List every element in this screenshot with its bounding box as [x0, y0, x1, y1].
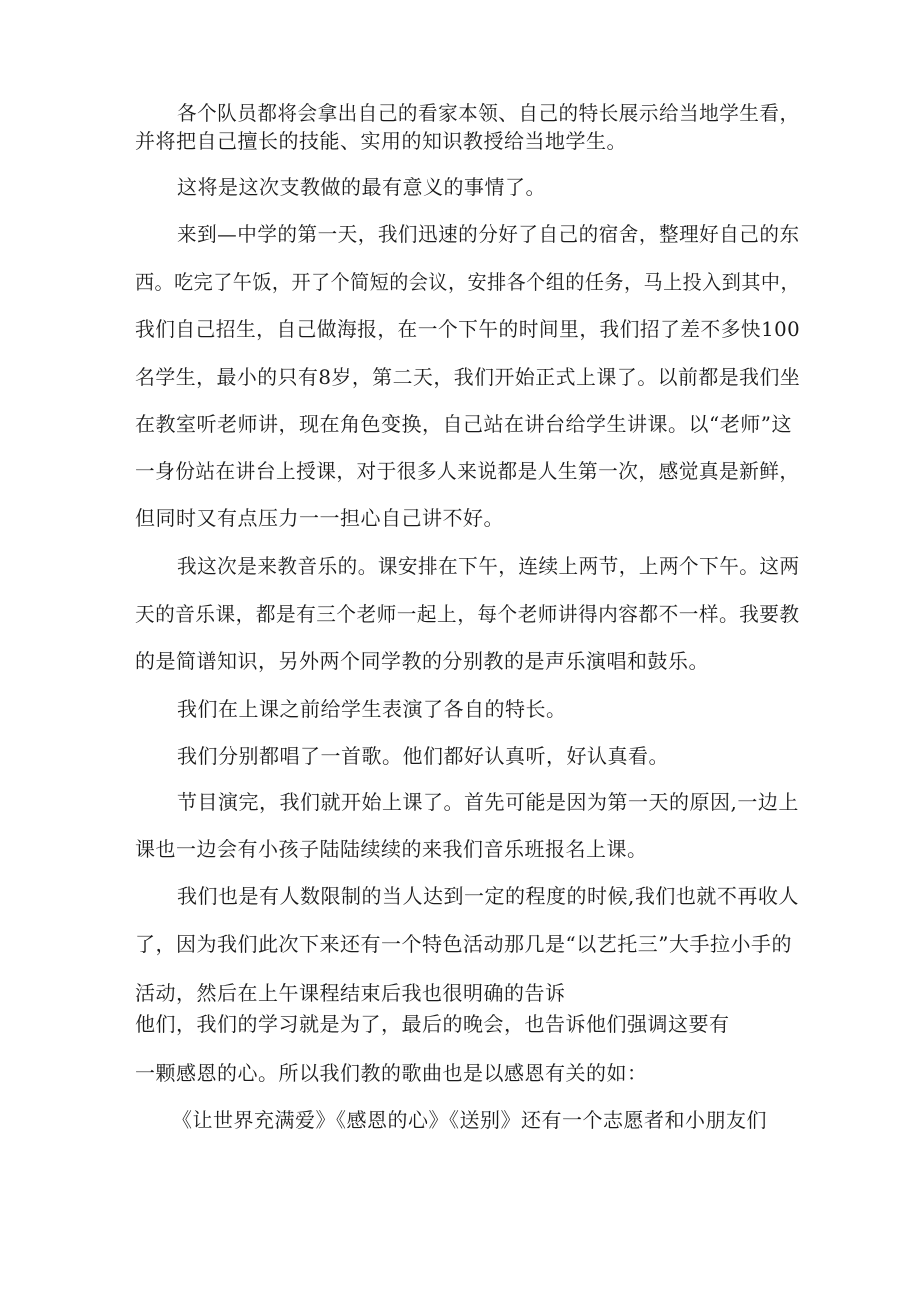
text-line: 名学生，最小的只有8岁，第二天，我们开始正式上课了。以前都是我们坐 — [135, 365, 801, 389]
text-line: 我们自己招生，自己做海报，在一个下午的时间里，我们招了差不多快100 — [135, 317, 801, 341]
text-line: 但同时又有点压力一一担心自己讲不好。 — [135, 506, 504, 530]
text-line: 活动，然后在上午课程结束后我也很明确的告诉 — [135, 981, 566, 1005]
text-line: 节目演完，我们就开始上课了。首先可能是因为第一天的原因,一边上 — [177, 790, 799, 814]
text-line: 《让世界充满爱》《感恩的心》《送别》还有一个志愿者和小朋友们 — [172, 1108, 767, 1132]
text-line: 天的音乐课，都是有三个老师一起上，每个老师讲得内容都不一样。我要教 — [135, 602, 800, 626]
text-line: 我这次是来教音乐的。课安排在下午，连续上两节，上两个下午。这两 — [177, 554, 800, 578]
text-line: 的是简谱知识，另外两个同学教的分别教的是声乐演唱和鼓乐。 — [135, 649, 709, 673]
text-line: 他们，我们的学习就是为了，最后的晚会，也告诉他们强调这要有 — [135, 1012, 730, 1036]
text-line: 我们分别都唱了一首歌。他们都好认真听，好认真看。 — [177, 744, 669, 768]
text-line: 我们也是有人数限制的当人达到一定的程度的时候,我们也就不再收人 — [177, 884, 799, 908]
text-line: 我们在上课之前给学生表演了各自的特长。 — [177, 697, 567, 721]
text-line: 来到—中学的第一天，我们迅速的分好了自己的宿舍，整理好自己的东 — [177, 222, 800, 246]
text-line: 这将是这次支教做的最有意义的事情了。 — [177, 175, 546, 199]
text-line: 了，因为我们此次下来还有一个特色活动那几是“以艺托三”大手拉小手的 — [135, 932, 792, 956]
text-line: 西。吃完了午饭，开了个简短的会议，安排各个组的任务，马上投入到其中， — [135, 270, 801, 294]
text-line: 并将把自己擅长的技能、实用的知识教授给当地学生。 — [135, 129, 627, 153]
text-line: 一身份站在讲台上授课，对于很多人来说都是人生第一次，感觉真是新鲜， — [135, 459, 800, 483]
text-line: 一颗感恩的心。所以我们教的歌曲也是以感恩有关的如： — [135, 1061, 648, 1085]
text-line: 各个队员都将会拿出自己的看家本领、自己的特长展示给当地学生看， — [177, 101, 800, 125]
text-line: 课也一边会有小孩子陆陆续续的来我们音乐班报名上课。 — [135, 837, 648, 861]
text-line: 在教室听老师讲，现在角色变换，自己站在讲台给学生讲课。以“老师”这 — [135, 412, 792, 436]
